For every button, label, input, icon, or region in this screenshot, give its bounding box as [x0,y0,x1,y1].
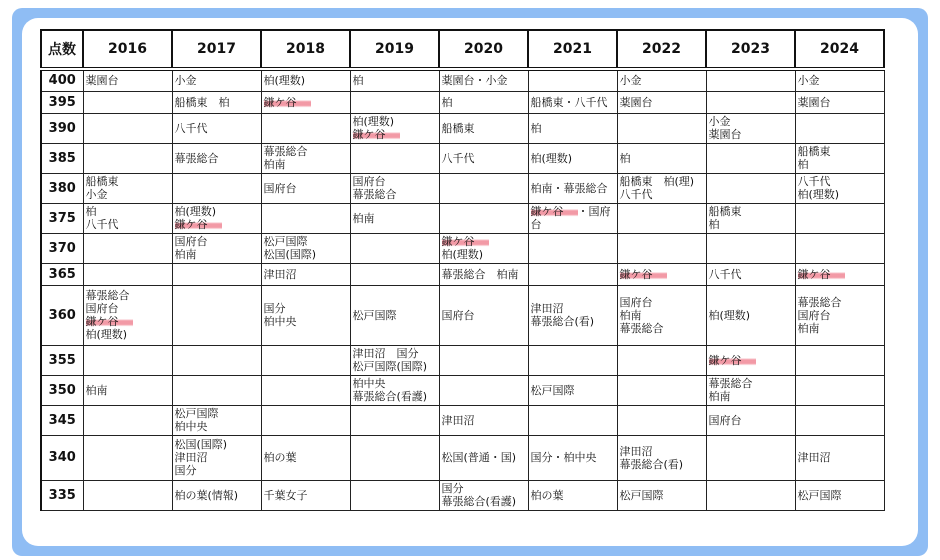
school-cell [172,285,261,345]
table-row [41,345,884,375]
highlight-mark: 鎌ケ谷 [264,96,311,109]
score-cell: 375 [41,203,83,233]
score-cell: 380 [41,173,83,203]
school-cell [795,203,884,233]
school-cell [706,91,795,113]
school-cell: 国府台 [706,405,795,435]
school-cell: 国府台 [261,173,350,203]
school-cell: 薬園台・小金 [439,69,528,91]
school-cell: 松戸国際 柏中央 [172,405,261,435]
school-cell [261,113,350,143]
school-cell: 国府台 [439,285,528,345]
school-cell: 鎌ケ谷 柏(理数) [439,233,528,263]
school-cell: 柏(理数) [706,285,795,345]
table-row [41,263,884,285]
school-cell: 柏南 [350,203,439,233]
school-cell [261,203,350,233]
score-year-table [40,29,885,511]
school-cell [172,375,261,405]
school-cell [706,435,795,480]
highlight-mark: 鎌ケ谷 [620,268,667,281]
school-cell: 鎌ケ谷 ・国府台 [528,203,617,233]
school-cell [706,233,795,263]
school-cell [528,69,617,91]
school-cell [172,345,261,375]
school-cell: 松戸国際 [350,285,439,345]
school-cell: 小金 薬園台 [706,113,795,143]
year-column-header: 2018 [261,30,350,69]
school-cell: 幕張総合 柏南 [261,143,350,173]
school-cell [706,143,795,173]
school-cell: 船橋東 小金 [83,173,172,203]
school-cell [439,203,528,233]
school-cell: 柏南 [83,375,172,405]
school-cell: 国府台 柏南 [172,233,261,263]
school-cell: 国分 幕張総合(看護) [439,480,528,510]
school-cell [172,173,261,203]
school-cell [528,233,617,263]
school-cell [350,435,439,480]
table-row [41,173,884,203]
school-cell [350,91,439,113]
school-cell: 松国(普通・国) [439,435,528,480]
school-cell: 小金 [795,69,884,91]
school-cell: 柏の葉(情報) [172,480,261,510]
school-cell: 柏 八千代 [83,203,172,233]
table-body [41,69,884,510]
school-cell [706,173,795,203]
highlight-mark: 鎌ケ谷 [442,235,489,248]
score-cell: 360 [41,285,83,345]
highlight-mark: 鎌ケ谷 [531,205,578,218]
school-cell: 幕張総合 柏南 [706,375,795,405]
school-cell [350,405,439,435]
table-row [41,69,884,91]
year-column-header: 2022 [617,30,706,69]
school-cell: 船橋東 柏(理) 八千代 [617,173,706,203]
school-cell [617,233,706,263]
school-cell [528,405,617,435]
table-header-row [41,30,884,69]
school-cell [795,375,884,405]
school-cell: 柏 [528,113,617,143]
year-column-header: 2017 [172,30,261,69]
school-cell: 船橋東・八千代 [528,91,617,113]
school-cell [350,263,439,285]
school-cell: 薬園台 [795,91,884,113]
school-cell: 松国(国際) 津田沼 国分 [172,435,261,480]
score-cell: 335 [41,480,83,510]
table-row [41,480,884,510]
school-cell [83,435,172,480]
school-cell [795,405,884,435]
score-cell: 355 [41,345,83,375]
school-cell: 柏 [617,143,706,173]
school-cell: 幕張総合 国府台 鎌ケ谷 柏(理数) [83,285,172,345]
school-cell: 船橋東 柏 [172,91,261,113]
score-cell: 385 [41,143,83,173]
school-cell: 船橋東 柏 [706,203,795,233]
school-cell: 松戸国際 松国(国際) [261,233,350,263]
year-column-header: 2023 [706,30,795,69]
school-cell [83,113,172,143]
year-column-header: 2019 [350,30,439,69]
school-cell [795,113,884,143]
score-cell: 345 [41,405,83,435]
school-cell: 八千代 [706,263,795,285]
table-row [41,143,884,173]
score-cell: 365 [41,263,83,285]
school-cell: 薬園台 [83,69,172,91]
school-cell: 小金 [172,69,261,91]
school-cell [617,375,706,405]
school-cell [617,263,706,285]
school-cell: 船橋東 [439,113,528,143]
school-cell [528,263,617,285]
school-cell [261,91,350,113]
score-cell: 400 [41,69,83,91]
school-cell: 津田沼 [439,405,528,435]
school-cell: 小金 [617,69,706,91]
school-cell [350,233,439,263]
school-cell [706,69,795,91]
school-cell: 柏 [439,91,528,113]
table-row [41,233,884,263]
table-row [41,405,884,435]
school-cell [617,345,706,375]
school-cell: 柏の葉 [528,480,617,510]
school-cell [172,263,261,285]
school-cell: 柏中央 幕張総合(看護) [350,375,439,405]
school-cell: 国分・柏中央 [528,435,617,480]
school-cell: 津田沼 [795,435,884,480]
highlight-mark: 鎌ケ谷 [709,354,756,367]
school-cell: 千葉女子 [261,480,350,510]
school-cell: 松戸国際 [795,480,884,510]
school-cell [439,345,528,375]
school-cell [261,375,350,405]
school-cell [83,233,172,263]
school-cell: 八千代 柏(理数) [795,173,884,203]
school-cell [617,405,706,435]
school-cell: 津田沼 [261,263,350,285]
school-cell [795,345,884,375]
school-cell [617,113,706,143]
table-row [41,113,884,143]
highlight-mark: 鎌ケ谷 [798,268,845,281]
school-cell [439,173,528,203]
school-cell: 柏(理数) 鎌ケ谷 [350,113,439,143]
school-cell: 柏(理数) 鎌ケ谷 [172,203,261,233]
table-row [41,203,884,233]
school-cell [83,480,172,510]
school-cell [83,263,172,285]
highlight-mark: 鎌ケ谷 [353,128,400,141]
school-cell [350,143,439,173]
school-cell [795,263,884,285]
school-cell: 柏南・幕張総合 [528,173,617,203]
school-cell: 国分 柏中央 [261,285,350,345]
school-cell: 幕張総合 柏南 [439,263,528,285]
school-cell: 船橋東 柏 [795,143,884,173]
school-cell [83,345,172,375]
school-cell: 松戸国際 [528,375,617,405]
school-cell: 津田沼 幕張総合(看) [528,285,617,345]
score-column-header: 点数 [41,30,83,69]
school-cell: 国府台 幕張総合 [350,173,439,203]
school-cell: 幕張総合 国府台 柏南 [795,285,884,345]
school-cell [83,405,172,435]
highlight-mark: 鎌ケ谷 [86,315,133,328]
school-cell [350,480,439,510]
school-cell: 薬園台 [617,91,706,113]
school-cell: 津田沼 国分 松戸国際(国際) [350,345,439,375]
score-cell: 390 [41,113,83,143]
score-cell: 350 [41,375,83,405]
score-cell: 395 [41,91,83,113]
school-cell: 松戸国際 [617,480,706,510]
score-cell: 370 [41,233,83,263]
school-cell [439,375,528,405]
school-cell: 国府台 柏南 幕張総合 [617,285,706,345]
table-row [41,285,884,345]
year-column-header: 2024 [795,30,884,69]
school-cell: 八千代 [439,143,528,173]
school-cell [706,345,795,375]
year-column-header: 2020 [439,30,528,69]
school-cell [795,233,884,263]
school-cell: 柏(理数) [261,69,350,91]
score-cell: 340 [41,435,83,480]
school-cell: 柏(理数) [528,143,617,173]
school-cell [617,203,706,233]
school-cell: 八千代 [172,113,261,143]
school-cell [528,345,617,375]
table-row [41,435,884,480]
school-cell [83,143,172,173]
school-cell [83,91,172,113]
school-cell: 柏 [350,69,439,91]
highlight-mark: 鎌ケ谷 [175,218,222,231]
school-cell: 幕張総合 [172,143,261,173]
school-cell [261,345,350,375]
school-cell: 柏の葉 [261,435,350,480]
year-column-header: 2021 [528,30,617,69]
school-cell [706,480,795,510]
table-row [41,91,884,113]
table-row [41,375,884,405]
year-column-header: 2016 [83,30,172,69]
document-card [22,18,918,546]
school-cell: 津田沼 幕張総合(看) [617,435,706,480]
school-cell [261,405,350,435]
